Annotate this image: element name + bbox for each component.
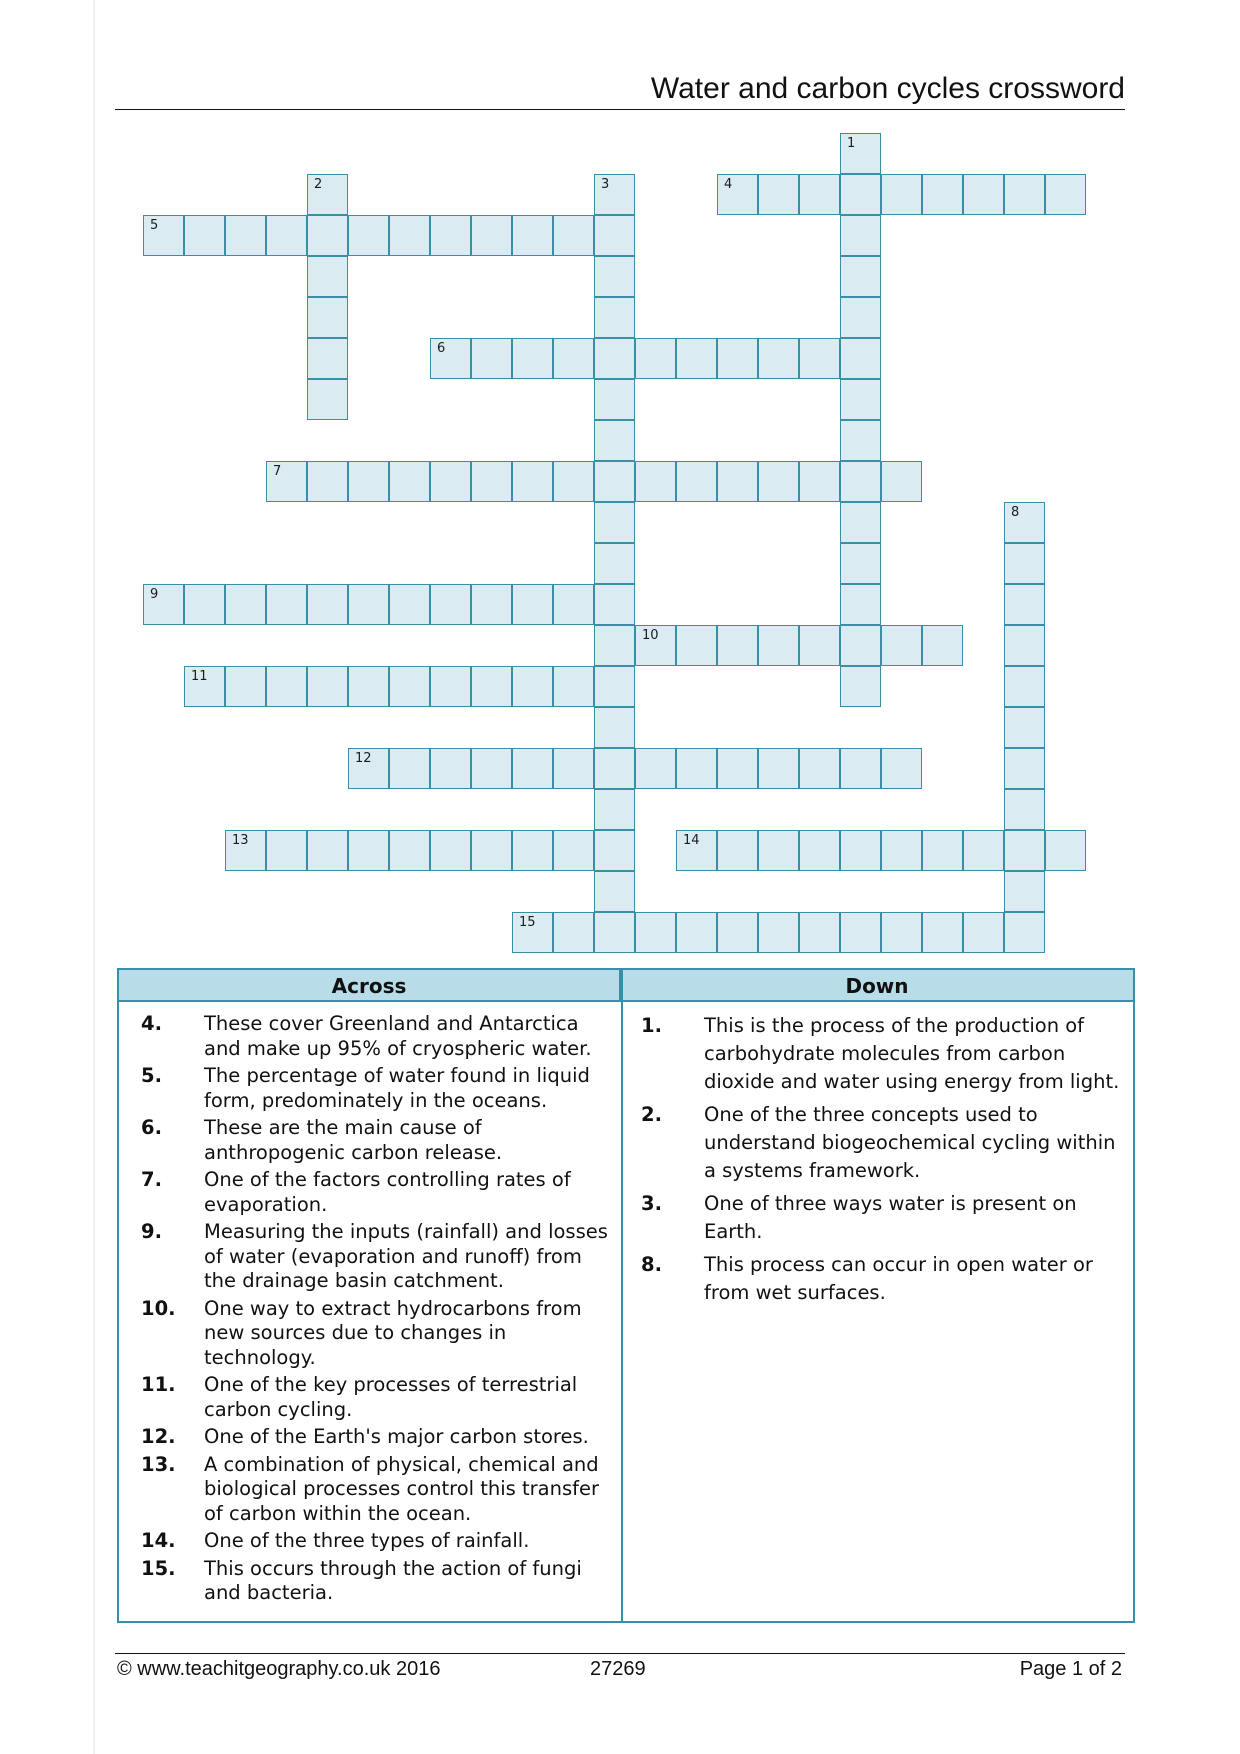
crossword-cell[interactable] [676,461,717,502]
crossword-cell[interactable] [471,584,512,625]
crossword-cell[interactable] [840,338,881,379]
crossword-cell[interactable] [471,461,512,502]
crossword-cell[interactable] [758,830,799,871]
crossword-cell[interactable] [266,584,307,625]
clue-number-label: 5. [141,1064,162,1087]
clue-number-label: 12. [141,1425,176,1448]
crossword-cell[interactable] [307,830,348,871]
crossword-cell[interactable] [840,133,881,174]
crossword-cell[interactable] [307,584,348,625]
crossword-cell[interactable] [184,666,225,707]
crossword-cell[interactable] [840,174,881,215]
clue-number-label: 7. [141,1168,162,1191]
crossword-cell[interactable] [594,830,635,871]
crossword-cell[interactable] [553,830,594,871]
footer-rule [115,1653,1125,1654]
down-heading: Down [621,970,1133,1002]
clue-number: 14 [683,833,700,848]
clue-text: This process can occur in open water or from wet surfaces. [704,1253,1093,1304]
crossword-cell[interactable] [225,584,266,625]
clue-text: One of the three concepts used to understand biogeochemical cycling within a systems framework. [704,1103,1116,1182]
crossword-cell[interactable] [1004,789,1045,830]
crossword-cell[interactable] [1004,502,1045,543]
crossword-cell[interactable] [840,625,881,666]
crossword-cell[interactable] [389,584,430,625]
crossword-cell[interactable] [594,461,635,502]
footer-copyright: © www.teachitgeography.co.uk 2016 [117,1658,441,1680]
crossword-cell[interactable] [840,215,881,256]
crossword-cell[interactable] [881,461,922,502]
clue-text: One of the key processes of terrestrial carbon cycling. [204,1373,578,1421]
crossword-cell[interactable] [553,338,594,379]
crossword-cell[interactable] [1004,543,1045,584]
crossword-cell[interactable] [594,789,635,830]
crossword-cell[interactable] [348,830,389,871]
crossword-cell[interactable] [266,830,307,871]
crossword-cell[interactable] [758,748,799,789]
crossword-cell[interactable] [799,625,840,666]
down-clue-list [641,1012,1121,1312]
crossword-cell[interactable] [512,748,553,789]
crossword-cell[interactable] [348,215,389,256]
clue-text: One of the Earth's major carbon stores. [204,1425,589,1448]
crossword-cell[interactable] [307,338,348,379]
clues-table [117,968,1135,1623]
crossword-cell[interactable] [1004,912,1045,953]
crossword-cell[interactable] [430,338,471,379]
crossword-cell[interactable] [594,666,635,707]
crossword-cell[interactable] [430,215,471,256]
clue-number-label: 13. [141,1452,176,1476]
crossword-cell[interactable] [717,912,758,953]
footer-code: 27269 [590,1658,646,1680]
across-clue [141,1557,611,1606]
clue-number-label: 15. [141,1556,176,1580]
crossword-cell[interactable] [307,174,348,215]
crossword-cell[interactable] [799,748,840,789]
crossword-cell[interactable] [471,830,512,871]
clue-text: This occurs through the action of fungi and bacteria. [204,1556,582,1604]
crossword-cell[interactable] [717,461,758,502]
across-clue-list [141,1012,611,1609]
crossword-cell[interactable] [594,543,635,584]
clue-number: 3 [601,177,610,192]
crossword-cell[interactable] [758,461,799,502]
clue-number: 15 [519,915,536,930]
crossword-cell[interactable] [758,174,799,215]
clue-number-label: 2. [641,1103,662,1126]
crossword-cell[interactable] [266,461,307,502]
crossword-cell[interactable] [266,215,307,256]
crossword-cell[interactable] [594,420,635,461]
crossword-cell[interactable] [389,748,430,789]
crossword-cell[interactable] [799,912,840,953]
clue-number-label: 9. [141,1220,162,1243]
crossword-cell[interactable] [471,215,512,256]
clue-number: 1 [847,136,856,151]
crossword-cell[interactable] [840,830,881,871]
across-clue [141,1373,611,1422]
clue-number-label: 14. [141,1529,176,1552]
clue-text: A combination of physical, chemical and biological processes control this transfer of carbon within the ocean. [204,1452,600,1525]
clue-text: This is the process of the production of carbohydrate molecules from carbon dioxide and water using energy from light. [704,1014,1120,1093]
crossword-cell[interactable] [635,338,676,379]
crossword-cell[interactable] [840,420,881,461]
clue-text: One of three ways water is present on Earth. [704,1192,1077,1243]
crossword-cell[interactable] [799,338,840,379]
crossword-cell[interactable] [594,584,635,625]
crossword-cell[interactable] [307,215,348,256]
clue-number-label: 3. [641,1192,662,1215]
crossword-cell[interactable] [799,830,840,871]
crossword-cell[interactable] [881,174,922,215]
crossword-cell[interactable] [553,666,594,707]
down-clue [641,1190,1121,1246]
crossword-cell[interactable] [758,338,799,379]
crossword-cell[interactable] [389,461,430,502]
crossword-cell[interactable] [512,338,553,379]
clue-number: 10 [642,628,659,643]
crossword-cell[interactable] [840,256,881,297]
crossword-cell[interactable] [676,625,717,666]
crossword-cell[interactable] [840,543,881,584]
crossword-cell[interactable] [1004,871,1045,912]
crossword-cell[interactable] [922,174,963,215]
crossword-cell[interactable] [266,666,307,707]
crossword-cell[interactable] [840,912,881,953]
crossword-cell[interactable] [512,830,553,871]
clue-number: 2 [314,177,323,192]
crossword-cell[interactable] [676,830,717,871]
across-clue [141,1220,611,1294]
crossword-cell[interactable] [676,912,717,953]
clue-text: These are the main cause of anthropogenic carbon release. [204,1116,503,1164]
crossword-cell[interactable] [635,625,676,666]
clue-number-label: 6. [141,1116,162,1139]
crossword-cell[interactable] [922,912,963,953]
clue-text: These cover Greenland and Antarctica and make up 95% of cryospheric water. [204,1012,592,1060]
crossword-cell[interactable] [922,830,963,871]
crossword-cell[interactable] [840,584,881,625]
crossword-cell[interactable] [594,215,635,256]
crossword-cell[interactable] [881,912,922,953]
clue-number: 5 [150,218,159,233]
crossword-cell[interactable] [307,379,348,420]
column-divider [621,970,623,1621]
crossword-cell[interactable] [881,830,922,871]
down-clue [641,1101,1121,1185]
crossword-cell[interactable] [430,748,471,789]
crossword-cell[interactable] [430,830,471,871]
down-clue [641,1251,1121,1307]
crossword-cell[interactable] [1004,625,1045,666]
crossword-cell[interactable] [594,871,635,912]
crossword-cell[interactable] [389,215,430,256]
crossword-cell[interactable] [717,748,758,789]
clue-number: 7 [273,464,282,479]
crossword-cell[interactable] [758,912,799,953]
crossword-cell[interactable] [635,912,676,953]
crossword-cell[interactable] [512,666,553,707]
clue-number-label: 10. [141,1296,176,1320]
crossword-cell[interactable] [840,461,881,502]
across-clue [141,1529,611,1554]
crossword-cell[interactable] [225,215,266,256]
crossword-cell[interactable] [389,666,430,707]
crossword-cell[interactable] [799,174,840,215]
crossword-cell[interactable] [348,748,389,789]
crossword-cell[interactable] [307,256,348,297]
crossword-cell[interactable] [594,174,635,215]
crossword-cell[interactable] [594,256,635,297]
clue-number-label: 8. [641,1253,662,1276]
crossword-cell[interactable] [512,912,553,953]
crossword-cell[interactable] [799,461,840,502]
crossword-cell[interactable] [840,502,881,543]
clue-number-label: 4. [141,1012,162,1035]
crossword-cell[interactable] [594,502,635,543]
crossword-cell[interactable] [471,748,512,789]
clue-number: 11 [191,669,208,684]
crossword-cell[interactable] [430,584,471,625]
crossword-cell[interactable] [143,215,184,256]
crossword-cell[interactable] [348,666,389,707]
crossword-cell[interactable] [1004,748,1045,789]
crossword-cell[interactable] [758,625,799,666]
clue-number: 6 [437,341,446,356]
crossword-cell[interactable] [184,215,225,256]
crossword-cell[interactable] [717,625,758,666]
crossword-cell[interactable] [1004,707,1045,748]
clue-text: One of the factors controlling rates of evaporation. [204,1168,571,1216]
crossword-cell[interactable] [553,215,594,256]
across-clue [141,1116,611,1165]
crossword-cell[interactable] [348,584,389,625]
crossword-cell[interactable] [594,379,635,420]
crossword-cell[interactable] [1004,584,1045,625]
crossword-cell[interactable] [471,666,512,707]
crossword-cell[interactable] [348,461,389,502]
footer-page-number: Page 1 of 2 [1019,1658,1122,1680]
clue-text: The percentage of water found in liquid form, predominately in the oceans. [204,1064,590,1112]
crossword-cell[interactable] [963,174,1004,215]
crossword-cell[interactable] [1004,666,1045,707]
crossword-cell[interactable] [225,666,266,707]
crossword-cell[interactable] [553,912,594,953]
crossword-cell[interactable] [307,461,348,502]
crossword-cell[interactable] [430,666,471,707]
across-clue [141,1297,611,1371]
across-clue [141,1064,611,1113]
crossword-cell[interactable] [430,461,471,502]
crossword-cell[interactable] [1004,174,1045,215]
crossword-cell[interactable] [512,584,553,625]
crossword-cell[interactable] [1004,830,1045,871]
clue-number: 12 [355,751,372,766]
crossword-cell[interactable] [881,748,922,789]
crossword-cell[interactable] [1045,174,1086,215]
crossword-cell[interactable] [225,830,266,871]
down-clue [641,1012,1121,1096]
crossword-cell[interactable] [635,748,676,789]
clue-text: One way to extract hydrocarbons from new sources due to changes in technology. [204,1296,582,1369]
crossword-cell[interactable] [594,338,635,379]
crossword-cell[interactable] [184,584,225,625]
crossword-cell[interactable] [717,830,758,871]
clue-text: One of the three types of rainfall. [204,1529,530,1552]
crossword-cell[interactable] [840,748,881,789]
crossword-cell[interactable] [717,338,758,379]
crossword-cell[interactable] [553,461,594,502]
crossword-cell[interactable] [143,584,184,625]
clue-text: Measuring the inputs (rainfall) and losses of water (evaporation and runoff) from the drainage basin catchment. [204,1220,608,1292]
crossword-cell[interactable] [1045,830,1086,871]
crossword-cell[interactable] [512,461,553,502]
crossword-cell[interactable] [881,625,922,666]
crossword-cell[interactable] [676,338,717,379]
crossword-cell[interactable] [676,748,717,789]
crossword-cell[interactable] [594,625,635,666]
crossword-cell[interactable] [307,297,348,338]
crossword-cell[interactable] [840,379,881,420]
clue-number: 9 [150,587,159,602]
across-clue [141,1453,611,1527]
crossword-cell[interactable] [594,748,635,789]
across-heading: Across [119,970,621,1002]
crossword-cell[interactable] [553,584,594,625]
clue-number: 8 [1011,505,1020,520]
crossword-cell[interactable] [594,912,635,953]
page-title: Water and carbon cycles crossword [650,72,1125,105]
crossword-cell[interactable] [594,297,635,338]
crossword-cell[interactable] [840,297,881,338]
crossword-cell[interactable] [922,625,963,666]
across-clue [141,1012,611,1061]
clue-number: 4 [724,177,733,192]
crossword-cell[interactable] [471,338,512,379]
crossword-cell[interactable] [840,666,881,707]
across-clue [141,1168,611,1217]
crossword-cell[interactable] [389,830,430,871]
crossword-cell[interactable] [717,174,758,215]
crossword-cell[interactable] [512,215,553,256]
across-clue [141,1425,611,1450]
crossword-cell[interactable] [594,707,635,748]
crossword-cell[interactable] [553,748,594,789]
crossword-cell[interactable] [963,912,1004,953]
crossword-cell[interactable] [963,830,1004,871]
crossword-cell[interactable] [635,461,676,502]
clue-number: 13 [232,833,249,848]
crossword-cell[interactable] [307,666,348,707]
clue-number-label: 1. [641,1014,662,1037]
clue-number-label: 11. [141,1373,176,1396]
